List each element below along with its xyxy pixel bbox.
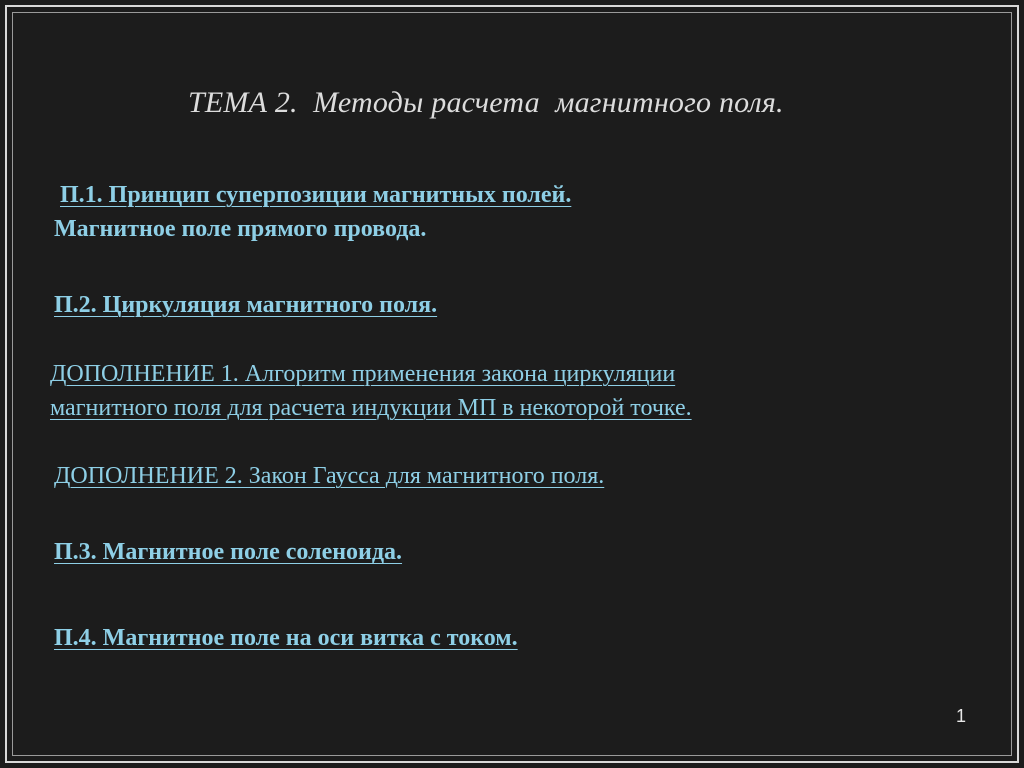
link-addendum-1-line-2[interactable]: магнитного поля для расчета индукции МП в некоторой точке.	[50, 395, 692, 421]
subtitle-straight-wire: Магнитное поле прямого провода.	[54, 216, 427, 242]
link-section-1-superposition[interactable]: П.1. Принцип суперпозиции магнитных полей.	[60, 182, 572, 208]
link-addendum-2-gauss-law[interactable]: ДОПОЛНЕНИЕ 2. Закон Гаусса для магнитного поля.	[54, 463, 605, 489]
page-number: 1	[955, 706, 966, 726]
link-section-3-solenoid[interactable]: П.3. Магнитное поле соленоида.	[54, 539, 403, 565]
link-section-2-circulation[interactable]: П.2. Циркуляция магнитного поля.	[54, 292, 438, 318]
link-addendum-1-line-1[interactable]: ДОПОЛНЕНИЕ 1. Алгоритм применения закона циркуляции	[50, 361, 676, 387]
slide-title: ТЕМА 2. Методы расчета магнитного поля.	[188, 86, 784, 119]
link-section-4-loop-axis[interactable]: П.4. Магнитное поле на оси витка с током.	[54, 625, 518, 651]
